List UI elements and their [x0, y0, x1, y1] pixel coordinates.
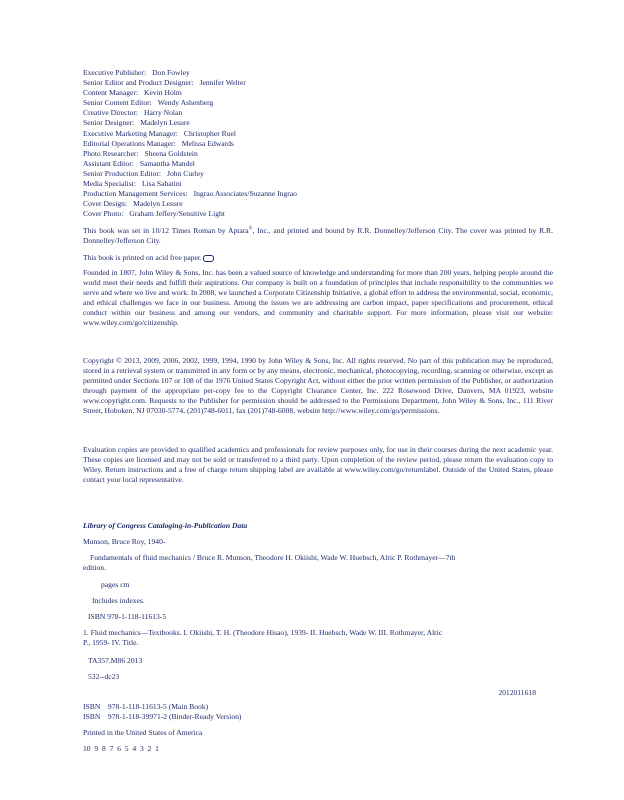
- acid-free-note: [83, 253, 553, 263]
- credit-role: Senior Production Editor:: [83, 168, 162, 178]
- founded-paragraph: [83, 268, 553, 329]
- credit-row: [83, 139, 553, 149]
- typeset-text-cont: , Inc., and printed and bound by R.R. Donnelley/Jefferson City. The cover was printed by R.R. Donnelley/Jefferson City.: [83, 226, 553, 246]
- credit-name: Madelyn Lesure: [140, 118, 190, 128]
- cip-author: Munson, Bruce Roy, 1940-: [83, 537, 166, 546]
- credit-role: Media Specialist:: [83, 179, 136, 189]
- credit-role: Editorial Operations Manager:: [83, 138, 176, 148]
- credit-name: Christopher Ruel: [183, 128, 236, 138]
- typeset-note: [83, 226, 553, 246]
- credit-row: [83, 169, 553, 179]
- print-line: 10 9 8 7 6 5 4 3 2 1: [83, 744, 159, 753]
- credit-name: Lisa Sabatini: [141, 179, 182, 189]
- credits-list: [83, 68, 553, 219]
- credit-row: [83, 98, 553, 108]
- credit-row: [83, 159, 553, 169]
- cip-subjects: [83, 628, 443, 648]
- credit-name: Graham Jeffery/Sensitive Light: [129, 209, 225, 219]
- credit-name: Jennifer Welter: [199, 78, 246, 88]
- credit-row: [83, 209, 553, 219]
- credit-row: [83, 199, 553, 209]
- credit-role: Executive Publisher:: [83, 68, 147, 77]
- cip-lcc: TA357.M86 2013: [88, 656, 143, 665]
- credit-name: Samantha Mandel: [139, 158, 195, 168]
- credit-name: Madelyn Lesure: [133, 199, 183, 209]
- credit-name: Melissa Edwards: [181, 138, 234, 148]
- isbn-main: ISBN 978-1-118-11613-5 (Main Book): [83, 702, 209, 711]
- copyright-paragraph: [83, 356, 553, 417]
- credit-role: Cover Design:: [83, 199, 128, 209]
- credit-role: Creative Director:: [83, 108, 139, 118]
- cip-lccn: 2012011618: [498, 688, 536, 697]
- credit-role: Content Manager:: [83, 88, 139, 98]
- evaluation-text: Evaluation copies are provided to qualified academics and professionals for review purposes only, for use in their courses during the next academic year. These copies are licensed and may not be sold or transferred to a third party. Upon completion of the review period, please return the evaluation copy to Wiley. Return instructions and a free of charge return shipping label are available at www.wiley.com/go/returnlabel. Outside of the United States, please contact your local representative.: [83, 445, 553, 485]
- recycle-paper-icon: [203, 255, 214, 262]
- credit-name: Ingrao Associates/Suzanne Ingrao: [193, 189, 297, 199]
- credit-row: [83, 108, 553, 118]
- credit-role: Senior Designer:: [83, 118, 135, 128]
- credit-role: Senior Editor and Product Designer:: [83, 78, 194, 88]
- credit-row: [83, 129, 553, 139]
- credit-row: [83, 88, 553, 98]
- credit-row: [83, 118, 553, 128]
- credit-role: Executive Marketing Manager:: [83, 128, 178, 138]
- typeset-text: This book was set in 10/12 Times Roman by Aptara: [83, 226, 249, 235]
- cip-isbn: ISBN 978-1-118-11613-5: [88, 612, 167, 621]
- credit-role: Cover Photo:: [83, 209, 124, 219]
- credit-row: [83, 189, 553, 199]
- credit-role: Assistant Editor:: [83, 158, 134, 168]
- credit-row: [83, 78, 553, 88]
- printed-in: Printed in the United States of America: [83, 728, 203, 737]
- credit-role: Senior Content Editor:: [83, 98, 152, 108]
- acid-free-text: This book is printed on acid free paper.: [83, 253, 202, 262]
- credit-name: Sheena Goldstein: [144, 148, 198, 158]
- cip-pages: pages cm: [101, 580, 130, 589]
- founded-text: Founded in 1807, John Wiley & Sons, Inc. has been a valued source of knowledge and understanding for more than 200 years, helping people around the world meet their needs and fulfill their aspirations. Our company is built on a foundation of principles that include responsibility to the communities we serve and where we live and work. In 2008, we launched a Corporate Citizenship Initiative, a global effort to address the environmental, social, economic, and ethical challenges we face in our business. Among the issues we are addressing are carbon impact, paper specifications and procurement, ethical conduct within our business and among our vendors, and community and charitable support. For more information, please visit our website: www.wiley.com/go/citizenship.: [83, 268, 553, 328]
- credit-row: [83, 149, 553, 159]
- credit-name: Don Fowley: [152, 68, 190, 77]
- cip-subjects-text: 1. Fluid mechanics—Textbooks. I. Okiishi, T. H. (Theodore Hisao), 1939- II. Huebsch, Wade W. III. Rothmayer, Alric P., 1959- IV. Title.: [83, 628, 443, 648]
- cip-work-text: Fundamentals of fluid mechanics / Bruce R. Munson, Theodore H. Okiishi, Wade W. Huebsch, Alric P. Rothmayer—7th edition.: [83, 553, 456, 573]
- copyright-text: Copyright © 2013, 2009, 2006, 2002, 1999, 1994, 1990 by John Wiley & Sons, Inc. All rights reserved. No part of this publication may be reproduced, stored in a retrieval system or transmitted in any form or by any means, electronic, mechanical, photocopying, recording, scanning or otherwise, except as permitted under Sections 107 or 108 of the 1976 United States Copyright Act, without either the prior written permission of the Publisher, or authorization through payment of the appropriate per-copy fee to the Copyright Clearance Center, Inc. 222 Rosewood Drive, Danvers, MA 01923, website www.copyright.com. Requests to the Publisher for permission should be addressed to the Permissions Department, John Wiley & Sons, Inc., 111 River Street, Hoboken, NJ 07030-5774, (201)748-6011, fax (201)748-6008, website http://www.wiley.com/go/permissions.: [83, 356, 553, 416]
- cip-ddc: 532--dc23: [88, 672, 120, 681]
- credit-name: Harry Nolan: [144, 108, 183, 118]
- cip-work: [83, 553, 463, 573]
- credit-role: Production Management Services:: [83, 189, 188, 199]
- registered-mark: ®: [248, 226, 253, 232]
- cip-title: Library of Congress Cataloging-in-Publication Data: [83, 521, 248, 530]
- credit-role: Photo Researcher:: [83, 148, 139, 158]
- credit-row: [83, 179, 553, 189]
- cip-indexes: Includes indexes.: [92, 596, 145, 605]
- isbn-binder: ISBN 978-1-118-39971-2 (Binder-Ready Version): [83, 712, 242, 721]
- credit-row: [83, 68, 553, 78]
- credit-name: John Curley: [167, 168, 204, 178]
- credit-name: Wendy Ashenberg: [157, 98, 214, 108]
- evaluation-paragraph: [83, 445, 553, 485]
- credit-name: Kevin Holm: [144, 88, 182, 98]
